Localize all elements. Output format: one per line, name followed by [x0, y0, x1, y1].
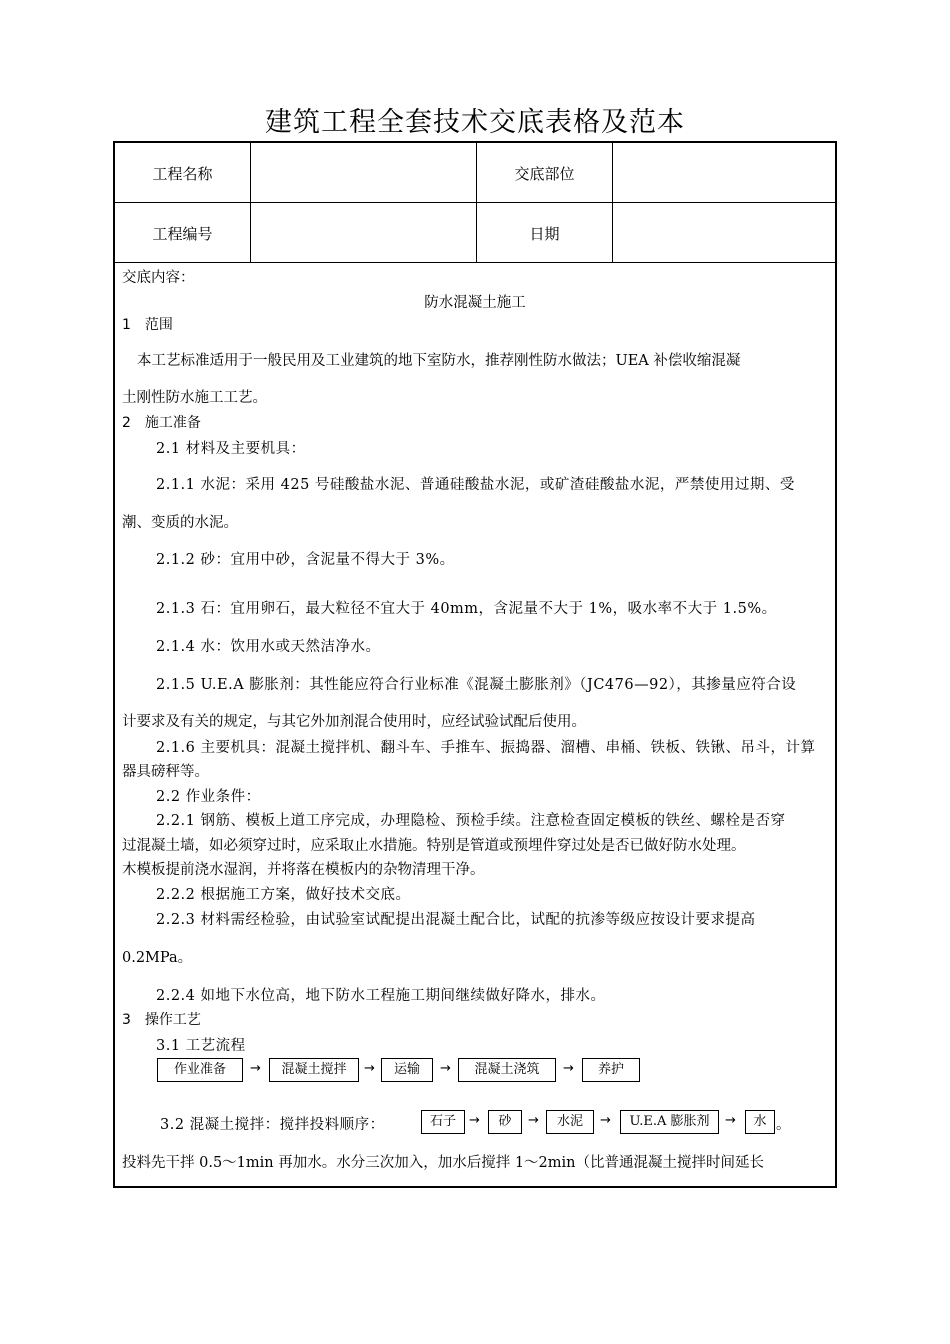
section-3-2-label: 3.2 混凝土搅拌：搅拌投料顺序：: [160, 1117, 385, 1133]
mix-step-1: 石子: [421, 1110, 465, 1134]
arrow-icon: →: [250, 1061, 261, 1076]
content-label: 交底内容：: [122, 270, 195, 286]
mix-step-2: 砂: [488, 1110, 522, 1134]
section-2-1-5-cont: 计要求及有关的规定，与其它外加剂混合使用时，应经试验试配后使用。: [122, 714, 586, 730]
flow-step-1: 作业准备: [157, 1058, 243, 1082]
column-divider: [250, 143, 251, 262]
section-2-1: 2.1 材料及主要机具：: [156, 441, 306, 457]
column-divider: [476, 143, 477, 262]
project-no-label: 工程编号: [152, 225, 213, 243]
project-name-label: 工程名称: [152, 165, 213, 183]
section-2-1-1-cont: 潮、变质的水泥。: [122, 515, 238, 531]
section-2-2-2: 2.2.2 根据施工方案，做好技术交底。: [156, 887, 411, 903]
flow-step-4: 混凝土浇筑: [458, 1058, 556, 1082]
arrow-icon: →: [469, 1113, 480, 1128]
arrow-icon: →: [563, 1061, 574, 1076]
row-divider: [115, 262, 835, 263]
section-3-2-end: 。: [776, 1117, 791, 1133]
section-1-paragraph-cont: 土刚性防水施工工艺。: [122, 390, 267, 406]
section-3-2-paragraph: 投料先干拌 0.5～1min 再加水。水分三次加入，加水后搅拌 1～2min（比普通混凝土搅拌时间延长: [122, 1155, 765, 1171]
arrow-icon: →: [440, 1061, 451, 1076]
section-2-2-3-cont: 0.2MPa。: [122, 950, 193, 966]
section-2-2-3: 2.2.3 材料需经检验，由试验室试配提出混凝土配合比，试配的抗渗等级应按设计要求提高: [156, 912, 756, 928]
section-1-paragraph: 本工艺标准适用于一般民用及工业建筑的地下室防水，推荐刚性防水做法；UEA 补偿收缩混凝: [137, 353, 741, 369]
section-2-1-1: 2.1.1 水泥：采用 425 号硅酸盐水泥、普通硅酸盐水泥，或矿渣硅酸盐水泥，严禁使用过期、受: [156, 477, 795, 493]
mix-step-4: U.E.A 膨胀剂: [620, 1110, 719, 1134]
section-2-1-2: 2.1.2 砂：宜用中砂，含泥量不得大于 3%。: [156, 552, 455, 568]
section-2-2-1-cont2: 木模板提前浇水湿润，并将落在模板内的杂物清理干净。: [122, 862, 485, 878]
mix-step-3: 水泥: [546, 1110, 594, 1134]
section-2-1-4: 2.1.4 水：饮用水或天然洁净水。: [156, 639, 381, 655]
row-divider: [115, 202, 835, 203]
arrow-icon: →: [364, 1061, 375, 1076]
flow-step-5: 养护: [582, 1058, 640, 1082]
flow-step-2: 混凝土搅拌: [269, 1058, 359, 1082]
section-2-1-6: 2.1.6 主要机具：混凝土搅拌机、翻斗车、手推车、振捣器、溜槽、串桶、铁板、铁锹、吊斗，计算: [156, 740, 816, 756]
mix-step-5: 水: [745, 1110, 775, 1134]
column-divider: [612, 143, 613, 262]
section-3-heading: 3 操作工艺: [122, 1012, 201, 1028]
arrow-icon: →: [725, 1113, 736, 1128]
section-2-1-5: 2.1.5 U.E.A 膨胀剂：其性能应符合行业标准《混凝土膨胀剂》（JC476—92），其掺量应符合设: [156, 677, 797, 693]
flow-step-3: 运输: [381, 1058, 433, 1082]
section-2-2-1: 2.2.1 钢筋、模板上道工序完成，办理隐检、预检手续。注意检查固定模板的铁丝、螺栓是否穿: [156, 813, 786, 829]
location-label: 交底部位: [514, 165, 575, 183]
document-title: 防水混凝土施工: [424, 295, 526, 311]
section-2-2-1-cont: 过混凝土墙，如必须穿过时，应采取止水措施。特别是管道或预埋件穿过处是否已做好防水处理。: [122, 838, 746, 854]
section-3-1: 3.1 工艺流程: [156, 1038, 246, 1054]
arrow-icon: →: [600, 1113, 611, 1128]
arrow-icon: →: [528, 1113, 539, 1128]
date-label: 日期: [529, 225, 560, 243]
section-2-2-4: 2.2.4 如地下水位高，地下防水工程施工期间继续做好降水，排水。: [156, 988, 606, 1004]
section-1-heading: 1 范围: [122, 317, 173, 333]
page-title: 建筑工程全套技术交底表格及范本: [265, 107, 685, 138]
section-2-heading: 2 施工准备: [122, 415, 201, 431]
section-2-2: 2.2 作业条件：: [156, 789, 261, 805]
section-2-1-6-cont: 器具磅秤等。: [122, 764, 209, 780]
section-2-1-3: 2.1.3 石：宜用卵石，最大粒径不宜大于 40mm，含泥量不大于 1%，吸水率不大于 1.5%。: [156, 601, 777, 617]
